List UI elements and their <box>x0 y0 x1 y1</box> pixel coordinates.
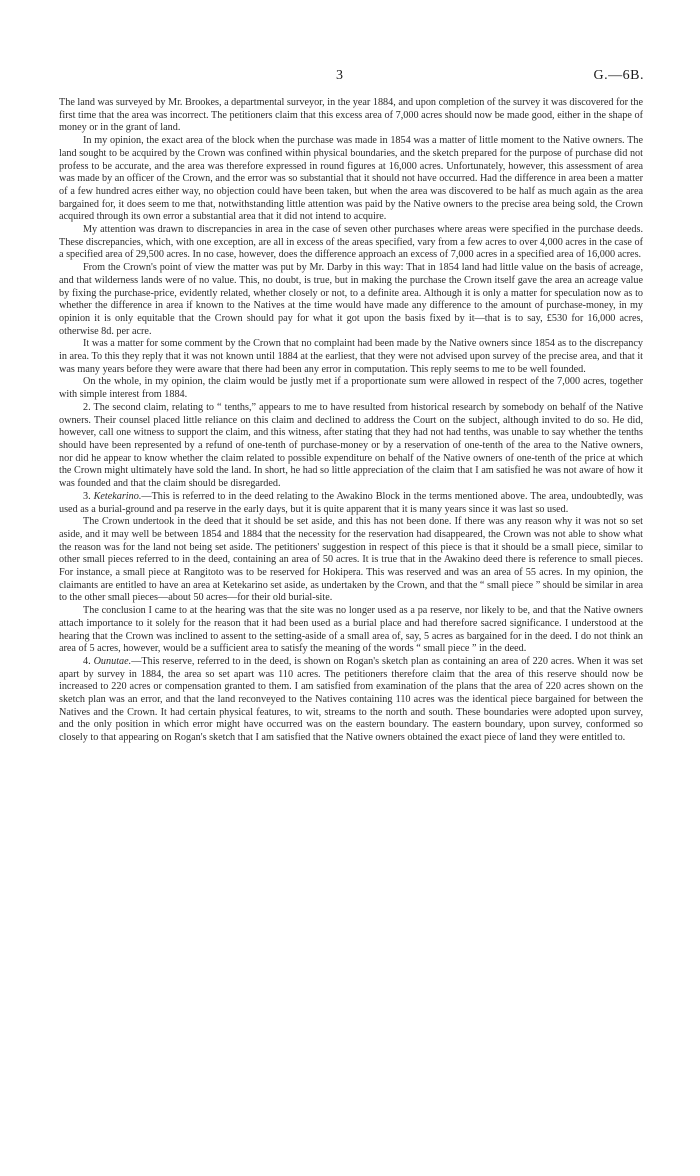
paragraph: The Crown undertook in the deed that it should be set aside, and this has not been done. If there was any reason why it was not so set aside, and it may well be between 1854 and 1884 that the necessity for the reservation had disappeared, the Crown was not able to show what the reason was for the land not being set aside. The petitioners' suggestion in respect of this piece is that it should be a small piece, similar to other small pieces referred to in the deed, containing an area of 50 acres. It is true that in the Awakino deed there is reference to small pieces. For instance, a small piece at Rangitoto was to be reserved for Hokipera. This was reserved and was an area of 55 acres. In my opinion, the claimants are entitled to have an area at Ketekarino set aside, as undertaken by the Crown, and that the “ small piece ” should be similar in area to the other small pieces—about 50 acres—for their old burial-site. <box>59 516 643 604</box>
section-number: 4. <box>83 655 94 667</box>
paragraph: The conclusion I came to at the hearing was that the site was no longer used as a pa reserve, nor likely to be, and that the Native owners attach importance to it solely for the reason that it had been used as a burial place and had therefore sacred significance. I understood at the hearing that the Crown was inclined to assent to the setting-aside of a small area of, say, 5 acres as bargained for in the deed. I do not think an area of 5 acres, however, would be a sufficient area to satisfy the meaning of the words “ small piece ” in the deed. <box>59 605 643 655</box>
document-reference: G.—6B. <box>593 68 644 83</box>
paragraph: From the Crown's point of view the matter was put by Mr. Darby in this way: That in 1854 land had little value on the basis of acreage, and that wilderness lands were of no value. This, no doubt, is true, but in making the purchase the Crown itself gave the area an acreage value by fixing the purchase-price, evidently related, whether closely or not, to a definite area. Although it is only a matter for speculation now as to whether the difference in area if known to the Natives at the time would have made any difference to the amount of purchase-money, in my opinion it is only equitable that the Crown should pay for what it got upon the basis fixed by it—that is to say, £530 for 16,000 acres, otherwise 8d. per acre. <box>59 262 643 337</box>
paragraph: In my opinion, the exact area of the block when the purchase was made in 1854 was a matter of little moment to the Native owners. The land sought to be acquired by the Crown was confined within physical boundaries, and the sketch prepared for the purpose of purchase did not profess to be accurate, and the area was therefore expressed in round figures at 16,000 acres. Unfortunately, however, this assessment of area was made by an officer of the Crown, and the error was so substantial that it should not have occurred. Had the difference in area been a matter of a few hundred acres either way, no objection could have been taken, but when the area was discovered to be half as much again as the area bargained for, it does seem to me that, notwithstanding little attention was paid by the Native owners to the precise area being sold, the Crown acquired through its own error a substantial area that it did not intend to acquire. <box>59 135 643 223</box>
paragraph: The land was surveyed by Mr. Brookes, a departmental surveyor, in the year 1884, and upon completion of the survey it was discovered for the first time that the area was incorrect. The petitioners claim that this excess area of 7,000 acres should now be made good, either in the shape of money or in the grant of land. <box>59 97 643 134</box>
section-heading: Ketekarino. <box>93 490 142 502</box>
report-body <box>59 97 643 745</box>
page-number: 3 <box>336 68 343 83</box>
section-number: 3. <box>83 490 94 502</box>
section-heading: Ounutae. <box>93 655 132 667</box>
paragraph: It was a matter for some comment by the Crown that no complaint had been made by the Native owners since 1854 as to the discrepancy in area. To this they reply that it was not known until 1884 at the earliest, that they were not advised upon survey of the precise area, and that it was many years before they were aware that there had been any error in computation. This reply seems to me to be well founded. <box>59 338 643 375</box>
page-header <box>0 68 700 88</box>
paragraph-text: —This reserve, referred to in the deed, is shown on Rogan's sketch plan as containing an area of 220 acres. When it was set apart by survey in 1884, the area so set apart was 110 acres. The petitioners therefore claim that the area of this reserve should now be increased to 220 acres or compensation granted to them. I am satisfied from examination of the plans that the area of 220 acres shown on the sketch plan was an error, and that the land reconveyed to the Natives containing 110 acres was the identical piece bargained for between the Natives and the Crown. It had certain physical features, to wit, streams to the north and south. These boundaries were adopted upon survey, and the only position in which error might have occurred was on the eastern boundary. The eastern boundary, upon survey, conformed so closely to that appearing on Rogan's sketch that I am satisfied that the Native owners obtained the exact piece of land they were entitled to. <box>59 655 643 744</box>
paragraph: On the whole, in my opinion, the claim would be justly met if a proportionate sum were allowed in respect of the 7,000 acres, together with simple interest from 1884. <box>59 376 643 401</box>
paragraph: My attention was drawn to discrepancies in area in the case of seven other purchases where areas were specified in the purchase deeds. These discrepancies, which, with one exception, are all in excess of the areas specified, vary from a few acres to over 4,000 acres in the case of a specified area of 29,500 acres. In no case, however, does the difference approach an excess of 7,000 acres in a specified area of 16,000 acres. <box>59 224 643 261</box>
paragraph-ounutae <box>59 656 643 745</box>
paragraph-text: —This is referred to in the deed relating to the Awakino Block in the terms mentioned above. The area, undoubtedly, was used as a burial-ground and pa reserve in the early days, but it is quite apparent that it is many years since it was last so used. <box>59 490 643 515</box>
paragraph: 2. The second claim, relating to “ tenths,” appears to me to have resulted from historical research by somebody on behalf of the Native owners. Their counsel placed little reliance on this claim and declined to address the Court on the subject, although invited to do so. He did, however, call one witness to support the claim, and this witness, after stating that they had not had tenths, was unable to say whether the tenths should have been represented by a refund of one-tenth of purchase-money or by a reservation of one-tenth of the area to the Native owners, nor did he appear to know whether the claim related to possible expenditure on behalf of the Native owners of one-tenth of the price at which the Crown might ultimately have sold the land. In short, he had so little appreciation of the claim that I am satisfied he was not aware of how it was founded and that the claim should be disregarded. <box>59 401 643 490</box>
paragraph-ketekarino <box>59 491 643 516</box>
